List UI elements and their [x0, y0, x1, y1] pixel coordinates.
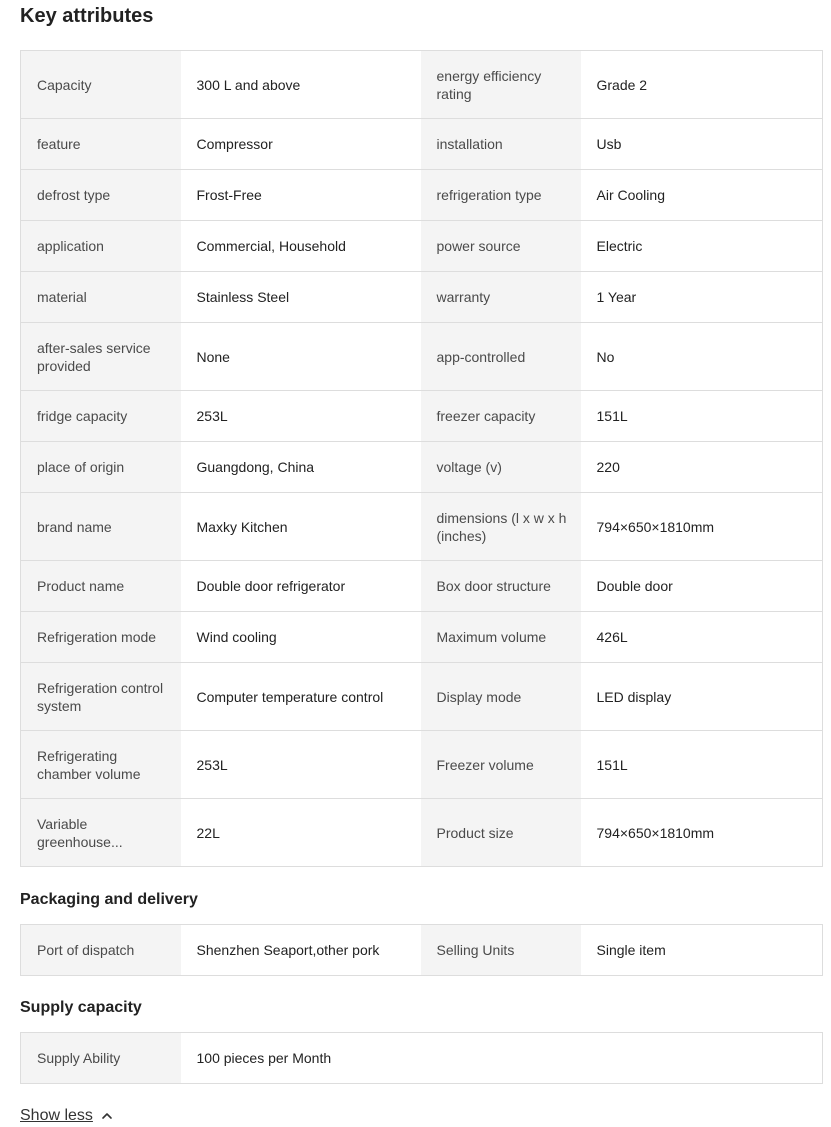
attribute-value: Shenzhen Seaport,other pork: [181, 925, 421, 976]
attribute-label: Supply Ability: [21, 1033, 181, 1084]
attribute-label: Refrigeration control system: [21, 663, 181, 731]
supply-capacity-title: Supply capacity: [20, 999, 142, 1016]
attribute-label: Refrigeration mode: [21, 612, 181, 663]
table-row: [21, 612, 823, 663]
attribute-value: Electric: [581, 221, 823, 272]
attribute-value: Usb: [581, 119, 823, 170]
attribute-label: voltage (v): [421, 442, 581, 493]
attribute-label: Freezer volume: [421, 731, 581, 799]
supply-capacity-table: [20, 1032, 823, 1084]
attribute-value: Air Cooling: [581, 170, 823, 221]
attribute-label: refrigeration type: [421, 170, 581, 221]
attribute-value: Compressor: [181, 119, 421, 170]
table-row: [21, 119, 823, 170]
table-row: [21, 221, 823, 272]
table-row: [21, 391, 823, 442]
attribute-value: 300 L and above: [181, 51, 421, 119]
table-row: [21, 561, 823, 612]
attribute-label: brand name: [21, 493, 181, 561]
attribute-value: 794×650×1810mm: [581, 799, 823, 867]
key-attributes-title: Key attributes: [20, 5, 154, 27]
attribute-label: Refrigerating chamber volume: [21, 731, 181, 799]
attribute-value: LED display: [581, 663, 823, 731]
attribute-value: 22L: [181, 799, 421, 867]
table-row: [21, 51, 823, 119]
attribute-label: installation: [421, 119, 581, 170]
attribute-value: 253L: [181, 391, 421, 442]
attribute-label: fridge capacity: [21, 391, 181, 442]
table-row: [21, 799, 823, 867]
table-row: [21, 663, 823, 731]
attribute-value: Commercial, Household: [181, 221, 421, 272]
attribute-value: Computer temperature control: [181, 663, 421, 731]
table-row: [21, 731, 823, 799]
attribute-label: Maximum volume: [421, 612, 581, 663]
show-less-label: Show less: [20, 1107, 93, 1124]
attribute-label: defrost type: [21, 170, 181, 221]
attribute-value: Wind cooling: [181, 612, 421, 663]
attribute-value: 151L: [581, 731, 823, 799]
table-row: [21, 493, 823, 561]
attribute-label: application: [21, 221, 181, 272]
attribute-value: 151L: [581, 391, 823, 442]
key-attributes-table: [20, 50, 823, 867]
attribute-value: 426L: [581, 612, 823, 663]
table-row: [21, 442, 823, 493]
table-row: [21, 323, 823, 391]
attribute-value: Frost-Free: [181, 170, 421, 221]
attribute-label: Product name: [21, 561, 181, 612]
attribute-label: feature: [21, 119, 181, 170]
attribute-label: Selling Units: [421, 925, 581, 976]
packaging-delivery-table: [20, 924, 823, 976]
show-less-link[interactable]: [20, 1105, 113, 1127]
attribute-label: dimensions (l x w x h (inches): [421, 493, 581, 561]
table-row: [21, 1033, 823, 1084]
attribute-value: 253L: [181, 731, 421, 799]
attribute-label: app-controlled: [421, 323, 581, 391]
attribute-label: after-sales service provided: [21, 323, 181, 391]
attribute-value: 220: [581, 442, 823, 493]
attribute-value: Double door: [581, 561, 823, 612]
attribute-label: Variable greenhouse...: [21, 799, 181, 867]
attribute-label: place of origin: [21, 442, 181, 493]
attribute-label: material: [21, 272, 181, 323]
attribute-label: Port of dispatch: [21, 925, 181, 976]
attribute-label: energy efficiency rating: [421, 51, 581, 119]
attribute-value: None: [181, 323, 421, 391]
attribute-value: 794×650×1810mm: [581, 493, 823, 561]
attribute-value: Single item: [581, 925, 823, 976]
table-row: [21, 925, 823, 976]
attribute-value: Grade 2: [581, 51, 823, 119]
table-row: [21, 170, 823, 221]
attribute-value: No: [581, 323, 823, 391]
attribute-label: Product size: [421, 799, 581, 867]
attribute-label: power source: [421, 221, 581, 272]
attribute-value: 100 pieces per Month: [181, 1033, 823, 1084]
attribute-value: Maxky Kitchen: [181, 493, 421, 561]
packaging-delivery-title: Packaging and delivery: [20, 891, 198, 908]
attribute-value: Double door refrigerator: [181, 561, 421, 612]
chevron-up-icon: [101, 1110, 113, 1122]
attribute-label: warranty: [421, 272, 581, 323]
attribute-value: Guangdong, China: [181, 442, 421, 493]
attribute-label: Display mode: [421, 663, 581, 731]
table-row: [21, 272, 823, 323]
attribute-label: Box door structure: [421, 561, 581, 612]
attribute-label: Capacity: [21, 51, 181, 119]
attribute-label: freezer capacity: [421, 391, 581, 442]
attribute-value: 1 Year: [581, 272, 823, 323]
attribute-value: Stainless Steel: [181, 272, 421, 323]
